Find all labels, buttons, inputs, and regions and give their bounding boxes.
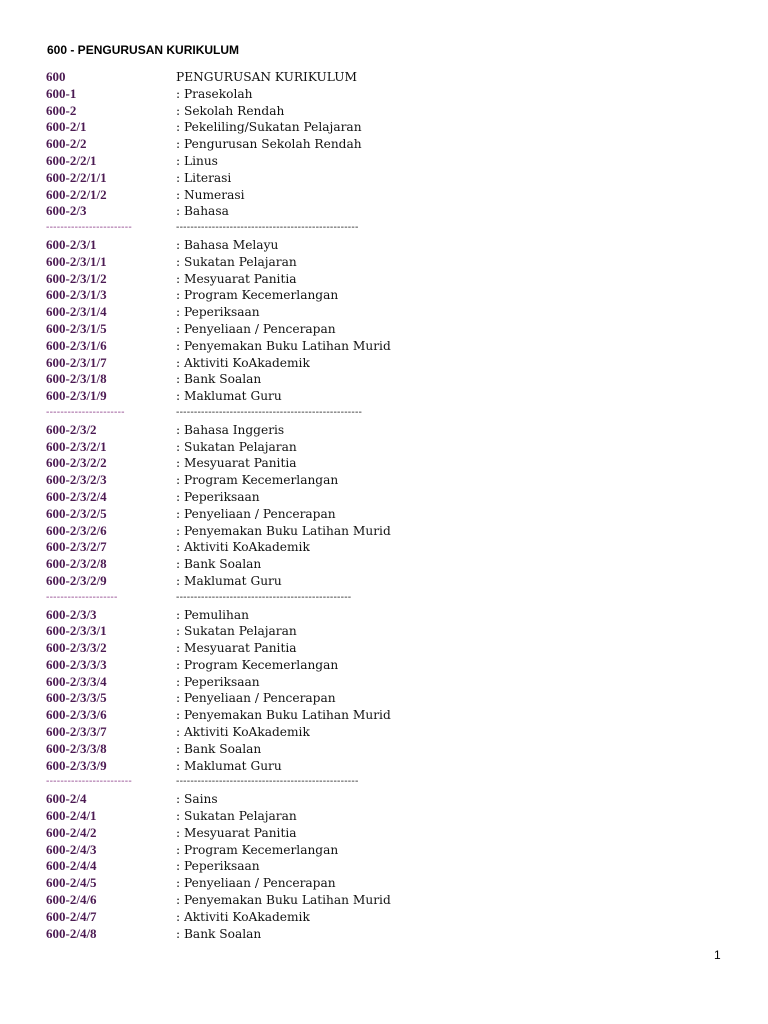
entry-code: 600-2/4/1 <box>46 808 97 824</box>
entry-code: 600-2/4/5 <box>46 875 97 891</box>
entry-row <box>46 741 746 758</box>
entry-description: : Linus <box>176 153 218 168</box>
entry-code: 600-2/3/2/7 <box>46 539 107 555</box>
entry-row <box>46 271 746 288</box>
entry-row <box>46 539 746 556</box>
separator-left: ---------------------- <box>46 406 125 418</box>
separator-row <box>46 774 746 791</box>
entry-row <box>46 523 746 540</box>
entry-code: 600-2/3/1/1 <box>46 253 107 269</box>
entry-description: : Pengurusan Sekolah Rendah <box>176 137 362 152</box>
separator-left: ------------------------ <box>46 776 132 788</box>
entry-row <box>46 170 746 187</box>
entry-row <box>46 439 746 456</box>
entry-code: 600-2/4 <box>46 791 87 807</box>
entry-row <box>46 909 746 926</box>
entry-code: 600-2/3/3/3 <box>46 656 107 672</box>
entry-row <box>46 287 746 304</box>
entry-code: 600-2/4/2 <box>46 824 97 840</box>
entry-description: : Sukatan Pelajaran <box>176 439 297 454</box>
entry-description: : Pekeliling/Sukatan Pelajaran <box>176 120 362 135</box>
entry-code: 600-2/3/2/4 <box>46 488 107 504</box>
entry-list <box>46 69 746 942</box>
entry-row <box>46 119 746 136</box>
entry-code: 600-2 <box>46 102 77 118</box>
separator-left: -------------------- <box>46 591 118 603</box>
entry-row <box>46 371 746 388</box>
entry-description: : Sekolah Rendah <box>176 103 285 118</box>
entry-row <box>46 707 746 724</box>
entry-description: : Program Kecemerlangan <box>176 473 339 488</box>
entry-description: : Sukatan Pelajaran <box>176 254 297 269</box>
entry-description: PENGURUSAN KURIKULUM <box>176 70 357 84</box>
entry-description: : Program Kecemerlangan <box>176 842 339 857</box>
entry-code: 600-2/3/3 <box>46 606 97 622</box>
entry-row <box>46 422 746 439</box>
entry-row <box>46 388 746 405</box>
entry-description: : Penyeliaan / Pencerapan <box>176 506 336 521</box>
entry-code: 600-2/2/1/2 <box>46 186 107 202</box>
entry-description: : Peperiksaan <box>176 489 260 504</box>
entry-code: 600-2/3/1/8 <box>46 371 107 387</box>
entry-description: : Sains <box>176 792 218 807</box>
entry-description: : Pemulihan <box>176 607 250 622</box>
entry-description: : Bahasa Melayu <box>176 237 279 252</box>
entry-row <box>46 758 746 775</box>
entry-code: 600-2/3/1 <box>46 236 97 252</box>
entry-code: 600-2/4/8 <box>46 925 97 941</box>
entry-description: : Bahasa <box>176 204 229 219</box>
entry-description: : Peperiksaan <box>176 305 260 320</box>
entry-description: : Penyemakan Buku Latihan Murid <box>176 893 391 908</box>
entry-row <box>46 556 746 573</box>
entry-description: : Bahasa Inggeris <box>176 422 285 437</box>
entry-code: 600-2/3/3/7 <box>46 724 107 740</box>
entry-row <box>46 506 746 523</box>
entry-description: : Mesyuarat Panitia <box>176 825 297 840</box>
entry-code: 600-2/2 <box>46 136 87 152</box>
entry-description: : Mesyuarat Panitia <box>176 456 297 471</box>
entry-code: 600-2/3/1/2 <box>46 270 107 286</box>
page-number: 1 <box>714 948 721 962</box>
entry-description: : Penyeliaan / Pencerapan <box>176 321 336 336</box>
entry-row <box>46 690 746 707</box>
entry-code: 600-2/3/2 <box>46 421 97 437</box>
entry-code: 600-2/3 <box>46 203 87 219</box>
entry-description: : Peperiksaan <box>176 674 260 689</box>
entry-code: 600-2/3/2/1 <box>46 438 107 454</box>
entry-row <box>46 640 746 657</box>
entry-code: 600-2/4/3 <box>46 841 97 857</box>
entry-description: : Maklumat Guru <box>176 389 282 404</box>
entry-code: 600-2/3/1/3 <box>46 287 107 303</box>
entry-description: : Aktiviti KoAkademik <box>176 725 310 740</box>
entry-row <box>46 103 746 120</box>
entry-description: : Mesyuarat Panitia <box>176 271 297 286</box>
entry-description: : Penyeliaan / Pencerapan <box>176 876 336 891</box>
entry-code: 600-2/2/1 <box>46 152 97 168</box>
entry-code: 600-2/3/3/5 <box>46 690 107 706</box>
entry-row <box>46 674 746 691</box>
entry-description: : Mesyuarat Panitia <box>176 641 297 656</box>
separator-row <box>46 220 746 237</box>
entry-code: 600-2/3/3/8 <box>46 740 107 756</box>
entry-row <box>46 573 746 590</box>
entry-description: : Peperiksaan <box>176 859 260 874</box>
separator-right: --------------------------------------------------- <box>176 222 359 234</box>
entry-code: 600-2/3/1/5 <box>46 320 107 336</box>
entry-description: : Penyemakan Buku Latihan Murid <box>176 338 391 353</box>
entry-code: 600-2/2/1/1 <box>46 169 107 185</box>
entry-code: 600-1 <box>46 85 77 101</box>
entry-row <box>46 875 746 892</box>
entry-code: 600-2/3/2/6 <box>46 522 107 538</box>
entry-row <box>46 892 746 909</box>
entry-row <box>46 472 746 489</box>
entry-row <box>46 153 746 170</box>
entry-row <box>46 489 746 506</box>
entry-code: 600-2/3/2/3 <box>46 472 107 488</box>
entry-description: : Penyeliaan / Pencerapan <box>176 691 336 706</box>
entry-description: : Penyemakan Buku Latihan Murid <box>176 523 391 538</box>
entry-description: : Bank Soalan <box>176 372 262 387</box>
entry-row <box>46 791 746 808</box>
entry-row <box>46 842 746 859</box>
entry-description: : Program Kecemerlangan <box>176 288 339 303</box>
entry-description: : Bank Soalan <box>176 557 262 572</box>
entry-code: 600-2/4/6 <box>46 892 97 908</box>
entry-row <box>46 321 746 338</box>
entry-row <box>46 724 746 741</box>
entry-row <box>46 86 746 103</box>
page-title: 600 - PENGURUSAN KURIKULUM <box>47 43 240 57</box>
entry-code: 600-2/3/2/2 <box>46 455 107 471</box>
separator-right: ---------------------------------------------------- <box>176 406 363 418</box>
entry-row <box>46 338 746 355</box>
entry-code: 600-2/3/1/9 <box>46 388 107 404</box>
entry-row <box>46 69 746 86</box>
entry-code: 600-2/3/3/2 <box>46 640 107 656</box>
entry-row <box>46 858 746 875</box>
entry-row <box>46 926 746 943</box>
entry-row <box>46 607 746 624</box>
entry-code: 600-2/3/3/9 <box>46 757 107 773</box>
entry-code: 600-2/3/3/6 <box>46 707 107 723</box>
separator-left: ------------------------ <box>46 222 132 234</box>
entry-code: 600-2/1 <box>46 119 87 135</box>
entry-code: 600-2/3/2/5 <box>46 505 107 521</box>
entry-code: 600-2/4/7 <box>46 908 97 924</box>
entry-description: : Maklumat Guru <box>176 573 282 588</box>
entry-row <box>46 808 746 825</box>
entry-code: 600-2/3/1/6 <box>46 337 107 353</box>
entry-code: 600-2/3/3/1 <box>46 623 107 639</box>
entry-description: : Bank Soalan <box>176 926 262 941</box>
entry-code: 600-2/3/2/8 <box>46 556 107 572</box>
separator-right: --------------------------------------------------- <box>176 776 359 788</box>
entry-description: : Program Kecemerlangan <box>176 657 339 672</box>
entry-description: : Numerasi <box>176 187 245 202</box>
entry-row <box>46 825 746 842</box>
entry-row <box>46 187 746 204</box>
entry-description: : Prasekolah <box>176 86 253 101</box>
entry-code: 600-2/3/1/4 <box>46 304 107 320</box>
entry-row <box>46 657 746 674</box>
entry-description: : Maklumat Guru <box>176 758 282 773</box>
entry-row <box>46 254 746 271</box>
entry-description: : Aktiviti KoAkademik <box>176 355 310 370</box>
entry-code: 600-2/4/4 <box>46 858 97 874</box>
entry-row <box>46 237 746 254</box>
entry-row <box>46 203 746 220</box>
entry-description: : Literasi <box>176 170 232 185</box>
separator-right: ------------------------------------------------- <box>176 591 352 603</box>
entry-code: 600 <box>46 69 66 84</box>
entry-description: : Penyemakan Buku Latihan Murid <box>176 708 391 723</box>
entry-description: : Sukatan Pelajaran <box>176 624 297 639</box>
entry-description: : Sukatan Pelajaran <box>176 809 297 824</box>
entry-row <box>46 304 746 321</box>
entry-row <box>46 355 746 372</box>
entry-row <box>46 455 746 472</box>
entry-description: : Aktiviti KoAkademik <box>176 909 310 924</box>
separator-row <box>46 405 746 422</box>
entry-code: 600-2/3/2/9 <box>46 572 107 588</box>
separator-row <box>46 590 746 607</box>
entry-row <box>46 136 746 153</box>
entry-description: : Aktiviti KoAkademik <box>176 540 310 555</box>
entry-code: 600-2/3/1/7 <box>46 354 107 370</box>
entry-code: 600-2/3/3/4 <box>46 673 107 689</box>
entry-description: : Bank Soalan <box>176 741 262 756</box>
entry-row <box>46 623 746 640</box>
